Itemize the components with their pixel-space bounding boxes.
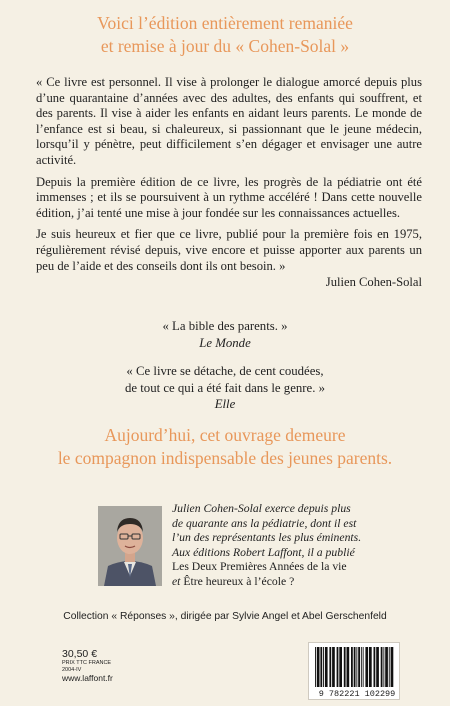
- author-photo: [98, 506, 162, 586]
- barcode-bar: [317, 647, 320, 687]
- barcode-bar: [369, 647, 372, 687]
- bio-line: de quarante ans la pédiatrie, dont il est: [172, 516, 357, 530]
- press-review: [0, 363, 450, 413]
- barcode-bar: [361, 647, 362, 687]
- headline-line-2: et remise à jour du « Cohen-Solal »: [100, 36, 350, 56]
- barcode-bar: [337, 647, 339, 687]
- barcode-bar: [391, 647, 394, 687]
- bio-line: [172, 575, 422, 590]
- barcode-bar: [332, 647, 335, 687]
- author-bio: [172, 502, 422, 590]
- bio-line: Aux éditions Robert Laffont, il a publié: [172, 545, 355, 559]
- barcode-bar: [389, 647, 390, 687]
- review-source: Le Monde: [199, 335, 251, 350]
- price-amount: 30,50 €: [62, 648, 98, 660]
- price-label: PRIX TTC FRANCE: [62, 660, 112, 666]
- publisher-url: www.laffont.fr: [62, 673, 113, 683]
- quote-paragraph: Depuis la première édition de ce livre, les progrès de la pédiatrie ont été immenses ; et ils se poursuivent à un rythme accéléré ! Dans cette nouvelle édition, j’ai tenté une mise à jour fondée sur les connaissances actuelles.: [36, 174, 422, 220]
- review-text: de tout ce qui a été fait dans le genre. »: [124, 380, 326, 395]
- author-portrait-icon: [98, 506, 162, 586]
- barcode-bar: [351, 647, 353, 687]
- barcode-bar: [323, 647, 324, 687]
- headline-line-1: Voici l’édition entièrement remaniée: [97, 13, 353, 33]
- headline: [0, 12, 450, 58]
- barcode-bar: [365, 647, 368, 687]
- tagline-line-2: le compagnon indispensable des jeunes parents.: [57, 448, 393, 468]
- review-text: « Ce livre se détache, de cent coudées,: [126, 364, 324, 378]
- barcode-bar: [320, 647, 322, 687]
- barcode-icon: [309, 643, 401, 689]
- bio-book-title: Les Deux Premières Années de la vie: [172, 560, 347, 574]
- price-code: 2004-IV: [62, 666, 82, 673]
- quote-paragraph: « Ce livre est personnel. Il vise à prolonger le dialogue amorcé depuis plus d’une quarantaine d’années avec des adultes, des enfants qui souffrent, et des parents. Il vise à aider les enfants en aidant leurs parents. Le monde de l’enfance est si beau, si chaleureux, si passionnant que le jeune médecin, lorsqu’il y pénètre, peut difficilement s’en dégager et envisager une autre activité.: [36, 75, 422, 167]
- barcode-bar: [347, 647, 350, 687]
- barcode-number: 9 782221 102299: [318, 689, 396, 699]
- author-quote: [36, 75, 422, 291]
- barcode-bar: [329, 647, 331, 687]
- barcode-bar: [381, 647, 383, 687]
- tagline-line-1: Aujourd’hui, cet ouvrage demeure: [104, 425, 346, 445]
- barcode-bar: [385, 647, 388, 687]
- quote-signature: Julien Cohen-Solal: [325, 275, 422, 290]
- barcode-bar: [383, 647, 384, 687]
- barcode-bar: [363, 647, 364, 687]
- bio-line: Julien Cohen-Solal exerce depuis plus: [172, 502, 351, 515]
- barcode-bar: [315, 647, 316, 687]
- price-block: [62, 648, 113, 684]
- tagline: [0, 424, 450, 470]
- review-text: « La bible des parents. »: [162, 319, 288, 333]
- bio-line: l’un des représentants les plus éminents.: [172, 531, 362, 545]
- barcode-bar: [376, 647, 379, 687]
- barcode-bar: [358, 647, 360, 687]
- quote-paragraph: Je suis heureux et fier que ce livre, publié pour la première fois en 1975, régulièrement révisé depuis, vive encore et puisse apporter aux parents un peu de l’aide et des conseils dont ils ont besoin. »: [36, 227, 422, 273]
- collection-line: Collection « Réponses », dirigée par Sylvie Angel et Abel Gerschenfeld: [63, 611, 387, 622]
- barcode-bar: [339, 647, 342, 687]
- barcode-bar: [325, 647, 328, 687]
- barcode-bar: [354, 647, 356, 687]
- press-review: [0, 318, 450, 351]
- bio-connector: et: [172, 574, 181, 588]
- barcode-bar: [356, 647, 357, 687]
- press-reviews: [0, 318, 450, 425]
- bio-book-title: Être heureux à l’école ?: [183, 574, 295, 588]
- review-source: Elle: [214, 397, 236, 411]
- barcode-bar: [374, 647, 376, 687]
- barcode-bar: [344, 647, 346, 687]
